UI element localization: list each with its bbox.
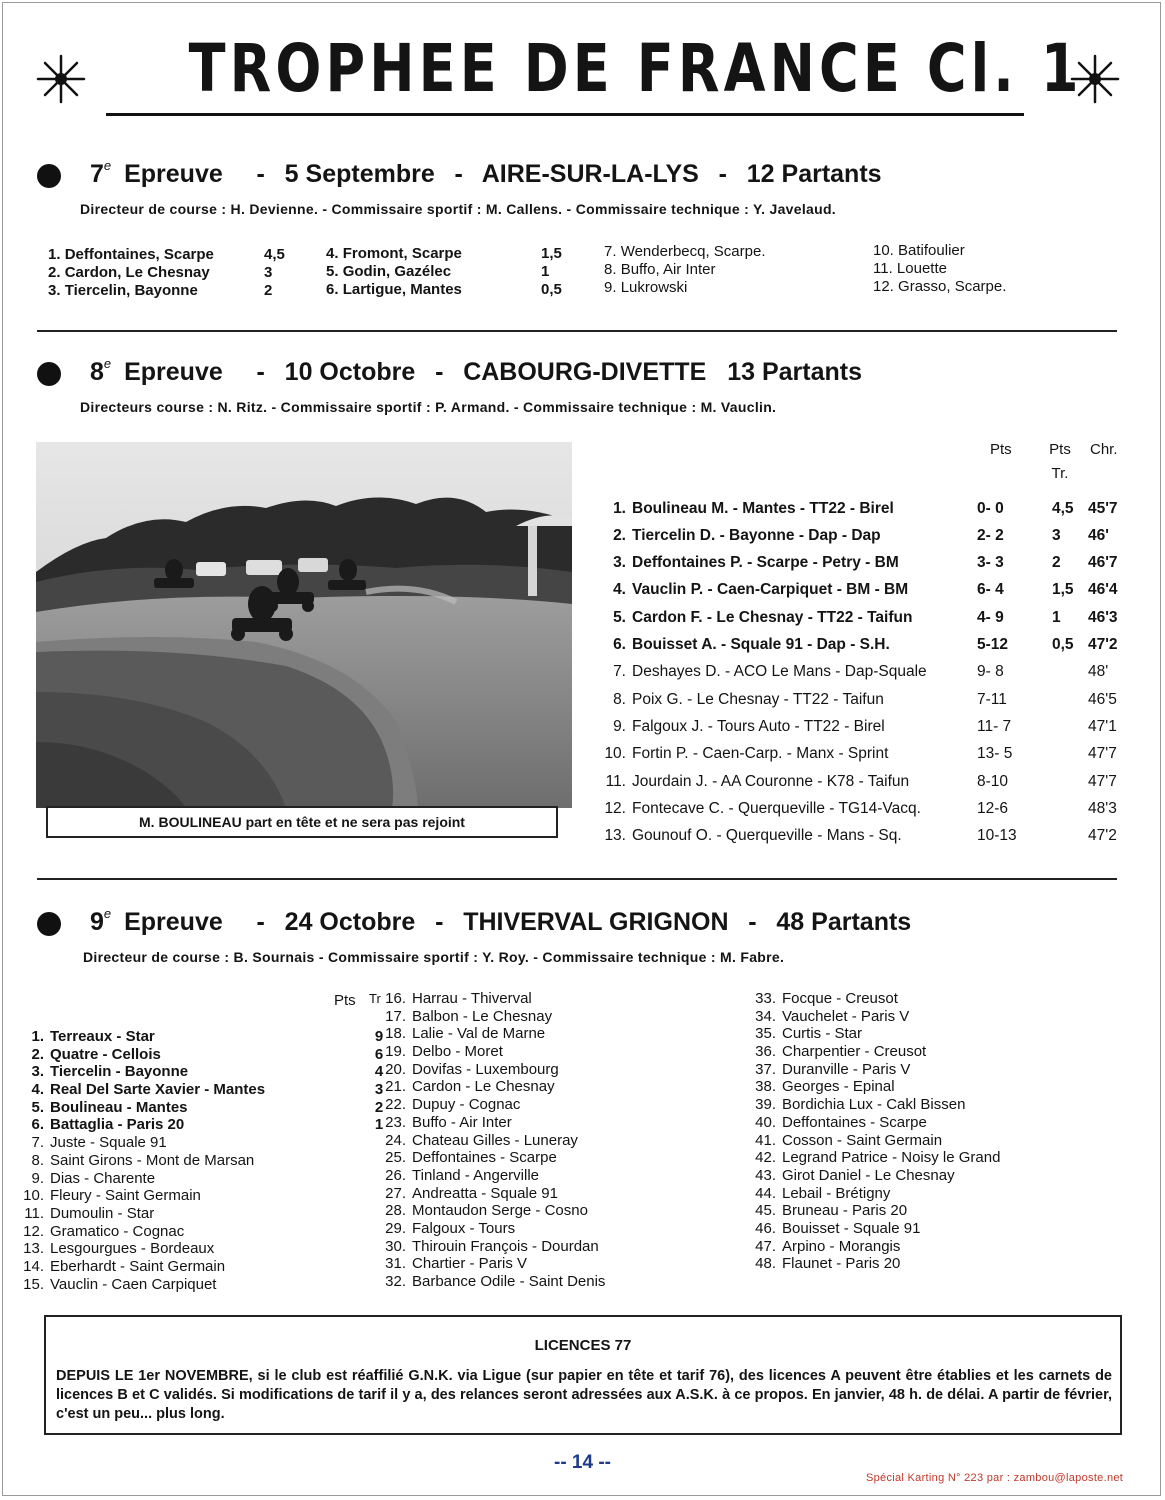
list-item: 31. Chartier - Paris V <box>385 1255 528 1273</box>
round7-results-col4: 10. Batifoulier 11. Louette 12. Grasso, Scarpe. <box>873 242 1007 295</box>
star-ornament-icon <box>1068 52 1122 106</box>
table-row: 4. Vauclin P. - Caen-Carpiquet - BM - BM 6- 4 1,5 46'4 <box>613 581 1118 598</box>
table-row: 9. Falgoux J. - Tours Auto - TT22 - Birel 11- 7 47'1 <box>613 718 1117 735</box>
list-item: 1. Terreaux - Star <box>31 1028 155 1045</box>
table-row: 8. Poix G. - Le Chesnay - TT22 - Taifun 7-11 46'5 <box>613 691 1117 708</box>
table-row: 2. Tiercelin D. - Bayonne - Dap - Dap 2- 2 3 46' <box>613 527 1109 544</box>
table-row: 10. Fortin P. - Caen-Carp. - Manx - Sprint 13- 5 47'7 <box>604 745 1117 762</box>
table-row: 6. Bouisset A. - Squale 91 - Dap - S.H. 5-12 0,5 47'2 <box>613 636 1118 653</box>
list-item: 17. Balbon - Le Chesnay <box>385 1007 553 1025</box>
list-item: 43. Girot Daniel - Le Chesnay <box>755 1166 955 1184</box>
table-row: 3. Deffontaines P. - Scarpe - Petry - BM 3- 3 2 46'7 <box>613 554 1118 571</box>
list-item: 9. Dias - Charente <box>31 1169 156 1187</box>
round9-officials: Directeur de course : B. Sournais - Commissaire sportif : Y. Roy. - Commissaire technique : M. Fabre. <box>83 949 785 965</box>
licences-text: DEPUIS LE 1er NOVEMBRE, si le club est réaffilié G.N.K. via Ligue (sur papier en tête et tarif 76), des licences A peuvent être établies et les carnets de licences B et C validés. Si modifications de tarif il y a, des relances seront adressées aux A.S.K. à ce propos. En janvier, 48 h. de délai. A partir de février, c'est un peu... plus long. <box>56 1368 1112 1422</box>
list-item: 8. Saint Girons - Mont de Marsan <box>31 1151 255 1169</box>
list-item: 23. Buffo - Air Inter <box>385 1113 512 1131</box>
list-item: 2. Quatre - Cellois <box>31 1045 161 1063</box>
race-photo <box>36 442 572 808</box>
list-item: 30. Thirouin François - Dourdan <box>385 1237 599 1255</box>
list-item: 42. Legrand Patrice - Noisy le Grand <box>755 1149 1001 1167</box>
list-item: 15. Vauclin - Caen Carpiquet <box>23 1275 217 1293</box>
list-item: 22. Dupuy - Cognac <box>385 1096 521 1114</box>
list-item: 45. Bruneau - Paris 20 <box>755 1202 908 1220</box>
table-row: 1. Boulineau M. - Mantes - TT22 - Birel 0- 0 4,5 45'7 <box>613 500 1118 517</box>
list-item: 34. Vauchelet - Paris V <box>755 1007 910 1025</box>
star-ornament-icon <box>34 52 88 106</box>
table-row: 13. Gounouf O. - Querqueville - Mans - Sq. 10-13 47'2 <box>604 827 1117 844</box>
title-banner <box>106 26 1083 116</box>
bullet-icon <box>37 362 61 386</box>
list-item: 4. Real Del Sarte Xavier - Mantes <box>31 1081 266 1099</box>
round7-results-col3: 7. Wenderbecq, Scarpe. 8. Buffo, Air Inter 9. Lukrowski <box>604 243 766 296</box>
list-item: 26. Tinland - Angerville <box>385 1166 540 1184</box>
table-row: 12. Fontecave C. - Querqueville - TG14-Vacq. 12-6 48'3 <box>604 800 1117 817</box>
header-pts-tr: Pts Tr. <box>1049 441 1071 482</box>
list-item: 24. Chateau Gilles - Luneray <box>385 1131 578 1149</box>
list-item: 19. Delbo - Moret <box>385 1043 503 1061</box>
section-divider <box>37 330 1117 332</box>
licences-notice <box>44 1315 1122 1435</box>
round7-points-col1: 4,5 3 2 <box>264 246 285 299</box>
round7-results-col2: 4. Fromont, Scarpe 5. Godin, Gazélec 6. Lartigue, Mantes <box>326 245 462 298</box>
page-number: -- 14 -- <box>554 1452 611 1473</box>
list-item: 46. Bouisset - Squale 91 <box>755 1219 921 1237</box>
list-item: 5. Boulineau - Mantes <box>31 1098 188 1116</box>
table-row: 5. Cardon F. - Le Chesnay - TT22 - Taifun 4- 9 1 46'3 <box>613 609 1118 626</box>
list-item: 16. Harrau - Thiverval <box>385 990 532 1007</box>
list-item: 14. Eberhardt - Saint Germain <box>23 1257 226 1275</box>
bullet-icon <box>37 164 61 188</box>
round8-officials: Directeurs course : N. Ritz. - Commissaire sportif : P. Armand. - Commissaire technique : M. Vauclin. <box>80 399 777 415</box>
round7-points-col2: 1,5 1 0,5 <box>541 245 562 298</box>
page-title: TROPHEE DE FRANCE Cl. 1 <box>188 30 1083 107</box>
round9-heading: 9e Epreuve - 24 Octobre - THIVERVAL GRIGNON - 48 Partants <box>90 906 912 936</box>
list-item: 21. Cardon - Le Chesnay <box>385 1078 555 1096</box>
round9-results-col3 <box>746 990 1000 1273</box>
header-pts: Pts <box>990 441 1012 458</box>
list-item: 38. Georges - Epinal <box>755 1078 895 1096</box>
round9-header-pts: Pts <box>334 992 356 1009</box>
round8-heading: 8e Epreuve - 10 Octobre - CABOURG-DIVETTE 13 Partants <box>90 356 862 386</box>
licences-title: LICENCES 77 <box>534 1337 632 1354</box>
round7-officials: Directeur de course : H. Devienne. - Commissaire sportif : M. Callens. - Commissaire technique : Y. Javelaud. <box>80 201 836 217</box>
list-item: 3. Tiercelin - Bayonne <box>31 1063 189 1081</box>
list-item: 6. Battaglia - Paris 20 <box>31 1116 185 1134</box>
round9-results-col1 <box>14 1028 265 1293</box>
list-item: 32. Barbance Odile - Saint Denis <box>385 1273 606 1290</box>
list-item: 20. Dovifas - Luxembourg <box>385 1060 559 1078</box>
list-item: 7. Juste - Squale 91 <box>31 1134 167 1152</box>
list-item: 10. Fleury - Saint Germain <box>23 1187 201 1205</box>
list-item: 13. Lesgourgues - Bordeaux <box>23 1240 215 1258</box>
list-item: 12. Gramatico - Cognac <box>23 1222 185 1240</box>
list-item: 36. Charpentier - Creusot <box>755 1043 927 1061</box>
list-item: 37. Duranville - Paris V <box>755 1060 911 1078</box>
round9-results-col2 <box>376 990 605 1291</box>
scan-credit: Spécial Karting N° 223 par : zambou@laposte.net <box>866 1472 1124 1484</box>
list-item: 48. Flaunet - Paris 20 <box>755 1255 901 1273</box>
section-divider <box>37 878 1117 880</box>
list-item: 18. Lalie - Val de Marne <box>385 1025 546 1043</box>
table-row: 11. Jourdain J. - AA Couronne - K78 - Taifun 8-10 47'7 <box>605 773 1117 790</box>
table-row: 7. Deshayes D. - ACO Le Mans - Dap-Squale 9- 8 48' <box>613 663 1109 680</box>
list-item: 39. Bordichia Lux - Cakl Bissen <box>755 1096 966 1114</box>
round7-results-col1: 1. Deffontaines, Scarpe 2. Cardon, Le Chesnay 3. Tiercelin, Bayonne <box>48 246 214 299</box>
round9-points-column: 9 6 4 3 2 1 <box>374 1028 384 1134</box>
list-item: 33. Focque - Creusot <box>755 990 898 1007</box>
list-item: 40. Deffontaines - Scarpe <box>755 1113 927 1131</box>
round7-heading: 7e Epreuve - 5 Septembre - AIRE-SUR-LA-LYS - 12 Partants <box>90 158 882 188</box>
list-item: 28. Montaudon Serge - Cosno <box>385 1202 588 1220</box>
round9-header-tr: Tr <box>369 991 381 1006</box>
list-item: 11. Dumoulin - Star <box>24 1204 155 1222</box>
list-item: 47. Arpino - Morangis <box>755 1237 901 1255</box>
list-item: 25. Deffontaines - Scarpe <box>385 1149 557 1167</box>
list-item: 27. Andreatta - Squale 91 <box>385 1184 558 1202</box>
list-item: 35. Curtis - Star <box>755 1025 863 1043</box>
list-item: 29. Falgoux - Tours <box>385 1219 516 1237</box>
header-chrono: Chr. <box>1090 441 1118 458</box>
list-item: 44. Lebail - Brétigny <box>755 1184 891 1202</box>
bullet-icon <box>37 912 61 936</box>
list-item: 41. Cosson - Saint Germain <box>755 1131 943 1149</box>
photo-caption: M. BOULINEAU part en tête et ne sera pas rejoint <box>46 806 558 838</box>
